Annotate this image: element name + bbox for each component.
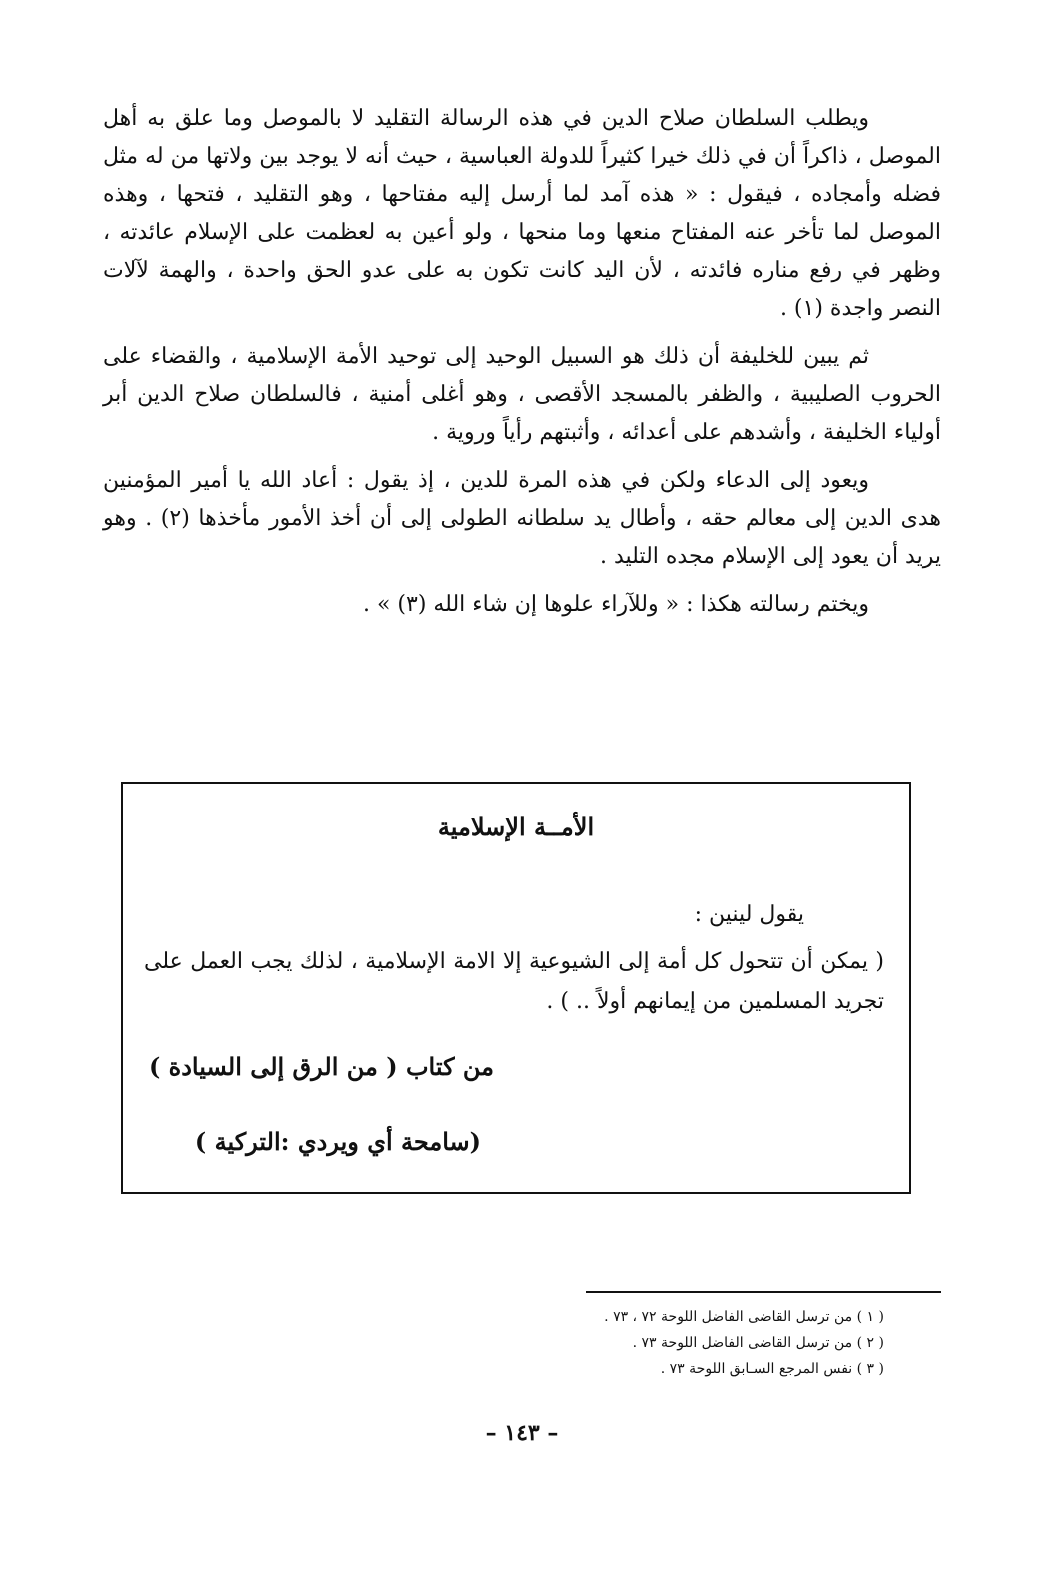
box-speaker: يقول لينين : <box>694 902 804 927</box>
box-author: (سامحة أي ويردي :التركية ) <box>194 1127 481 1156</box>
paragraph-4: ويختم رسالته هكذا : « وللآراء علوها إن شاء الله (٣) » . <box>362 592 869 617</box>
box-quote: ( يمكن أن تتحول كل أمة إلى الشيوعية إلا الامة الإسلامية ، لذلك يجب العمل على تجريد المسلمين من إيمانهم أولاً .. ) . <box>144 949 884 1014</box>
footnotes <box>564 1304 884 1382</box>
footnote-3: ( ٣ ) نفس المرجع السـابق اللوحة ٧٣ . <box>660 1361 884 1377</box>
main-text <box>103 100 941 634</box>
paragraph-2: ثم يبين للخليفة أن ذلك هو السبيل الوحيد إلى توحيد الأمة الإسلامية ، والقضاء على الحروب الصليبية ، والظفر بالمسجد الأقصى ، وهو أغلى أمنية ، فالسلطان صلاح الدين أبر أولياء الخليفة ، وأشدهم على أعدائه ، وأثبتهم رأياً وروية . <box>103 344 941 445</box>
paragraph-1: ويطلب السلطان صلاح الدين في هذه الرسالة التقليد لا بالموصل وما علق به أهل الموصل ، ذاكراً أن في ذلك خيرا كثيراً للدولة العباسية ، حيث أنه لا يوجد بين ولاتها من له مثل فضله وأمجاده ، فيقول : « هذه آمد لما أرسل إليه مفتاحها ، وهو التقليد ، فتحها ، وهذه الموصل لما تأخر عنه المفتاح منعها وما منحها ، ولو أعين به لعظمت على الإسلام عائدته ، وظهر في رفع مناره فائدته ، لأن اليد كانت تكون به على عدو الحق واحدة ، والهمة لآلات النصر واجدة (١) . <box>103 106 941 321</box>
footnote-divider <box>586 1291 941 1293</box>
box-title: الأمــة الإسلامية <box>437 812 595 841</box>
footnote-2: ( ٢ ) من ترسل القاضى الفاضل اللوحة ٧٣ . <box>632 1335 884 1351</box>
paragraph-3: ويعود إلى الدعاء ولكن في هذه المرة للدين ، إذ يقول : أعاد الله يا أمير المؤمنين هدى الدين إلى معالم حقه ، وأطال يد سلطانه الطولى إلى أن أخذ الأمور مأخذها (٢) . وهو يريد أن يعود إلى الإسلام مجده التليد . <box>103 468 942 569</box>
quote-box <box>121 782 911 1194</box>
box-source: من كتاب ( من الرق إلى السيادة ) <box>148 1052 494 1081</box>
page-number: – ١٤٣ – <box>485 1420 559 1446</box>
footnote-1: ( ١ ) من ترسل القاضى الفاضل اللوحة ٧٢ ، ٧٣ . <box>604 1309 884 1325</box>
